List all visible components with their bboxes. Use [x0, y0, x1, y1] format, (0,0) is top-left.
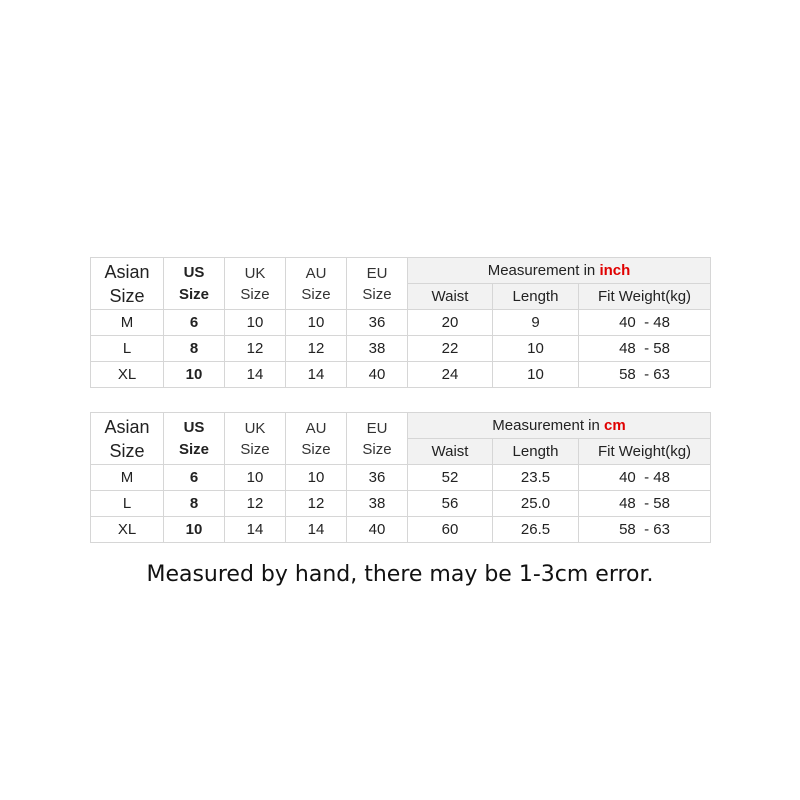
header-fit-weight: Fit Weight(kg) [579, 284, 711, 310]
header-uk-size: UK Size [225, 258, 286, 310]
cell-us: 10 [164, 517, 225, 543]
header-au-size: AU Size [286, 258, 347, 310]
cell-au: 14 [286, 362, 347, 388]
header-measurement: Measurement in inch [408, 258, 711, 284]
cell-eu: 36 [347, 465, 408, 491]
cell-asian: M [91, 465, 164, 491]
cell-au: 12 [286, 336, 347, 362]
header-fit-weight: Fit Weight(kg) [579, 439, 711, 465]
cell-uk: 14 [225, 362, 286, 388]
cell-uk: 12 [225, 491, 286, 517]
table-row [91, 517, 711, 543]
cell-asian: M [91, 310, 164, 336]
cell-waist: 56 [408, 491, 493, 517]
header-eu-size: EU Size [347, 258, 408, 310]
header-asian-size: Asian Size [91, 258, 164, 310]
cell-waist: 52 [408, 465, 493, 491]
table-row [91, 491, 711, 517]
cell-us: 8 [164, 336, 225, 362]
cell-length: 9 [493, 310, 579, 336]
cell-weight: 48 - 58 [579, 336, 711, 362]
header-length: Length [493, 284, 579, 310]
cell-au: 10 [286, 465, 347, 491]
cell-eu: 40 [347, 362, 408, 388]
cell-eu: 36 [347, 310, 408, 336]
cell-uk: 14 [225, 517, 286, 543]
header-us-size: US Size [164, 258, 225, 310]
cell-weight: 40 - 48 [579, 310, 711, 336]
unit-label: cm [604, 417, 626, 434]
size-table-inch [90, 257, 711, 388]
cell-length: 10 [493, 336, 579, 362]
cell-au: 14 [286, 517, 347, 543]
cell-au: 10 [286, 310, 347, 336]
header-waist: Waist [408, 284, 493, 310]
cell-weight: 40 - 48 [579, 465, 711, 491]
cell-us: 6 [164, 310, 225, 336]
header-length: Length [493, 439, 579, 465]
cell-asian: XL [91, 517, 164, 543]
cell-au: 12 [286, 491, 347, 517]
cell-length: 25.0 [493, 491, 579, 517]
cell-uk: 10 [225, 310, 286, 336]
cell-length: 10 [493, 362, 579, 388]
measurement-note: Measured by hand, there may be 1-3cm error. [146, 562, 654, 587]
cell-waist: 22 [408, 336, 493, 362]
cell-uk: 12 [225, 336, 286, 362]
header-measurement: Measurement in cm [408, 413, 711, 439]
cell-length: 26.5 [493, 517, 579, 543]
header-asian-size: Asian Size [91, 413, 164, 465]
cell-weight: 58 - 63 [579, 517, 711, 543]
unit-label: inch [599, 262, 631, 279]
cell-weight: 48 - 58 [579, 491, 711, 517]
cell-uk: 10 [225, 465, 286, 491]
table-row [91, 310, 711, 336]
header-uk-size: UK Size [225, 413, 286, 465]
size-table-cm [90, 412, 711, 543]
cell-us: 10 [164, 362, 225, 388]
table-row [91, 465, 711, 491]
header-eu-size: EU Size [347, 413, 408, 465]
cell-asian: XL [91, 362, 164, 388]
cell-us: 8 [164, 491, 225, 517]
cell-asian: L [91, 491, 164, 517]
header-waist: Waist [408, 439, 493, 465]
header-au-size: AU Size [286, 413, 347, 465]
cell-weight: 58 - 63 [579, 362, 711, 388]
cell-length: 23.5 [493, 465, 579, 491]
table-row [91, 362, 711, 388]
table-row [91, 336, 711, 362]
header-us-size: US Size [164, 413, 225, 465]
cell-us: 6 [164, 465, 225, 491]
cell-waist: 60 [408, 517, 493, 543]
cell-waist: 24 [408, 362, 493, 388]
cell-waist: 20 [408, 310, 493, 336]
cell-eu: 40 [347, 517, 408, 543]
cell-eu: 38 [347, 336, 408, 362]
cell-asian: L [91, 336, 164, 362]
cell-eu: 38 [347, 491, 408, 517]
